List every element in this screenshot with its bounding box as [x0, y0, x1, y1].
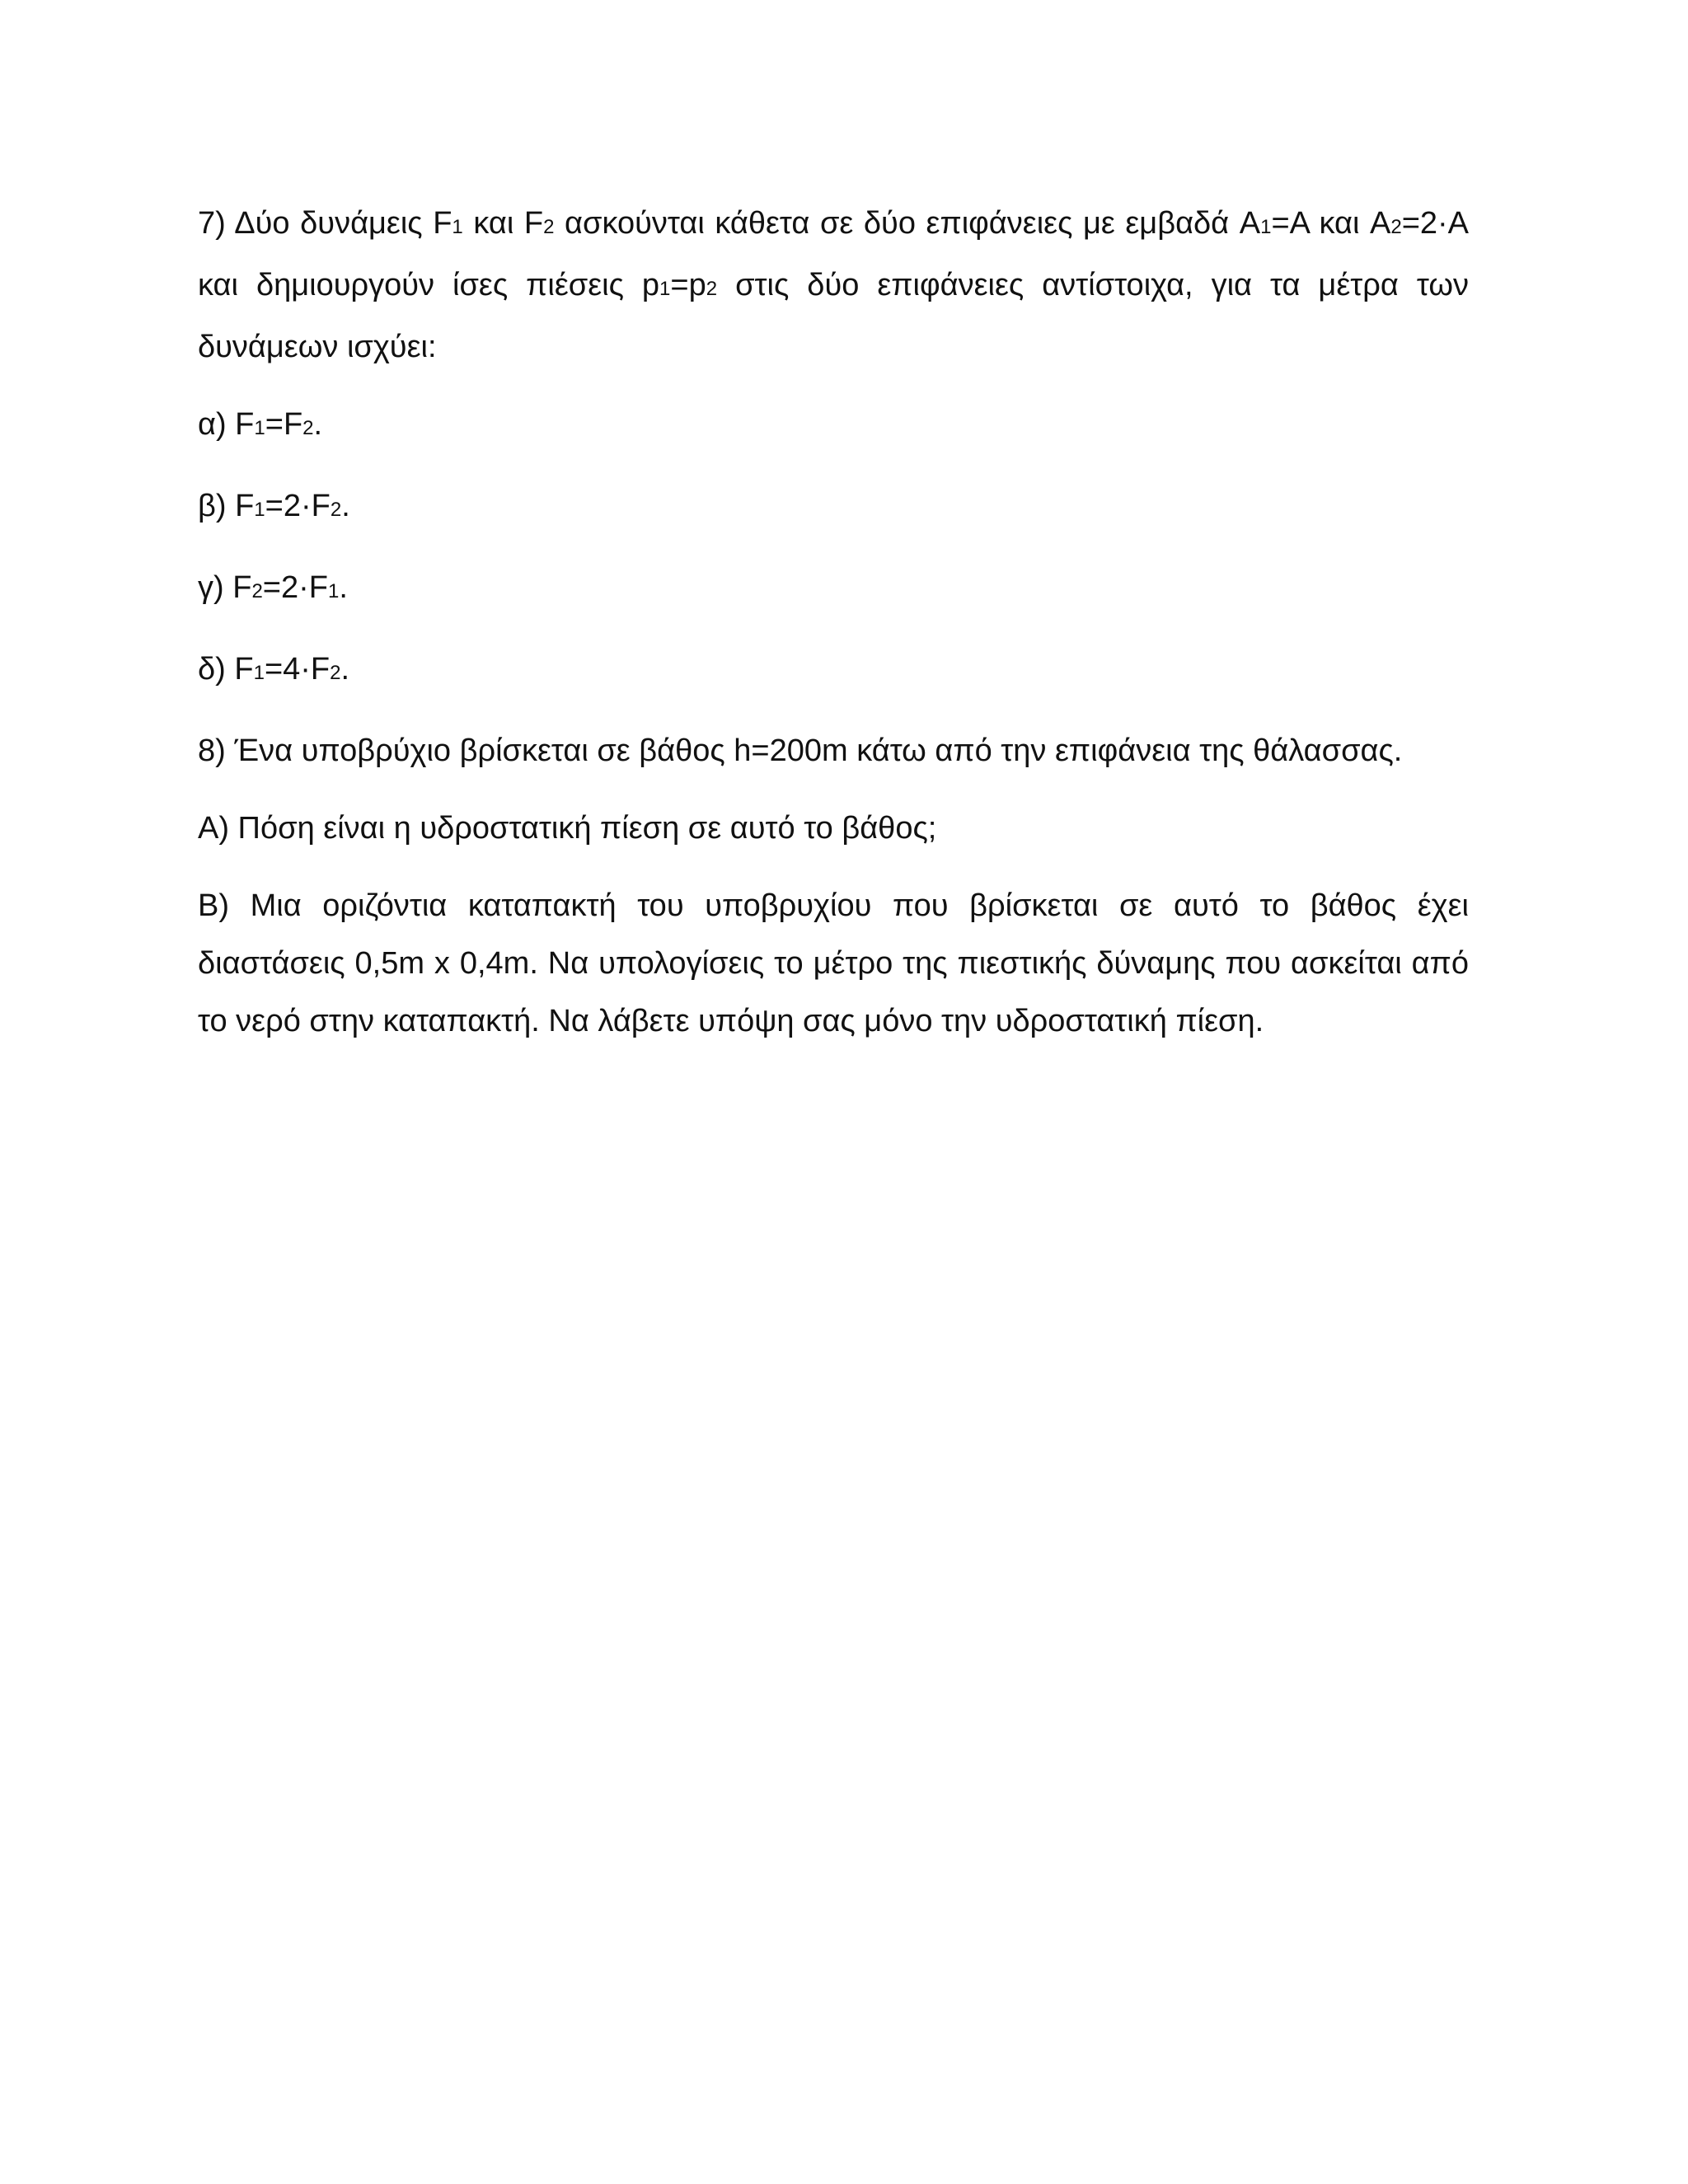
subscript-1: 1 — [328, 580, 340, 602]
option-a-prefix: α) F — [198, 407, 255, 442]
option-d — [198, 640, 1469, 702]
option-b-end: . — [341, 489, 350, 523]
subscript-1: 1 — [254, 499, 265, 521]
q7-text-7: στις δύο επιφάνειες αντίστοιχα, για τα μέτρα των δυνάμεων ισχύει: — [198, 268, 1469, 364]
option-a-mid: =F — [265, 407, 303, 442]
q7-text-4: =A και A — [1271, 206, 1391, 241]
subscript-2: 2 — [302, 417, 314, 439]
question-8-intro: 8) Ένα υποβρύχιο βρίσκεται σε βάθος h=200m κάτω από την επιφάνεια της θάλασσας. — [198, 733, 1403, 768]
question-8-part-a: Α) Πόση είναι η υδροστατική πίεση σε αυτό το βάθος; — [198, 811, 937, 846]
option-a — [198, 396, 1469, 457]
subscript-2: 2 — [706, 278, 718, 300]
option-b — [198, 477, 1469, 539]
option-d-end: . — [340, 652, 350, 687]
q7-text-1: 7) Δύο δυνάμεις F — [198, 206, 452, 241]
option-b-prefix: β) F — [198, 489, 255, 523]
document-content — [198, 194, 1469, 1070]
q7-text-3: ασκούνται κάθετα σε δύο επιφάνειες με εμβαδά A — [554, 206, 1261, 241]
option-c-prefix: γ) F — [198, 570, 252, 605]
subscript-2: 2 — [330, 499, 342, 521]
subscript-2: 2 — [251, 580, 263, 602]
option-d-mid: =4·F — [264, 652, 331, 687]
subscript-1: 1 — [1260, 216, 1272, 238]
subscript-1: 1 — [254, 417, 265, 439]
option-c — [198, 559, 1469, 621]
subscript-1: 1 — [253, 662, 265, 684]
subscript-2: 2 — [1390, 216, 1402, 238]
option-b-mid: =2·F — [265, 489, 331, 523]
subscript-1: 1 — [659, 278, 671, 300]
q7-text-2: και F — [462, 206, 544, 241]
option-c-mid: =2·F — [262, 570, 328, 605]
question-8-part-b: Β) Μια οριζόντια καταπακτή του υποβρυχίου που βρίσκεται σε αυτό το βάθος έχει διαστάσεις 0,5m x 0,4m. Να υπολογίσεις το μέτρο της πιεστικής δύναμης που ασκείται από το νερό στην καταπακτή. Να λάβετε υπόψη σας μόνο την υδροστατική πίεση. — [198, 888, 1469, 1038]
question-7 — [198, 194, 1469, 376]
option-c-end: . — [339, 570, 348, 605]
subscript-1: 1 — [452, 216, 463, 238]
subscript-2: 2 — [543, 216, 555, 238]
option-d-prefix: δ) F — [198, 652, 254, 687]
q7-text-6: =p — [670, 268, 706, 302]
option-a-end: . — [313, 407, 323, 442]
subscript-2: 2 — [330, 662, 341, 684]
q7-text-5: =2·A και δημιουργούν ίσες πιέσεις p — [198, 206, 1470, 302]
